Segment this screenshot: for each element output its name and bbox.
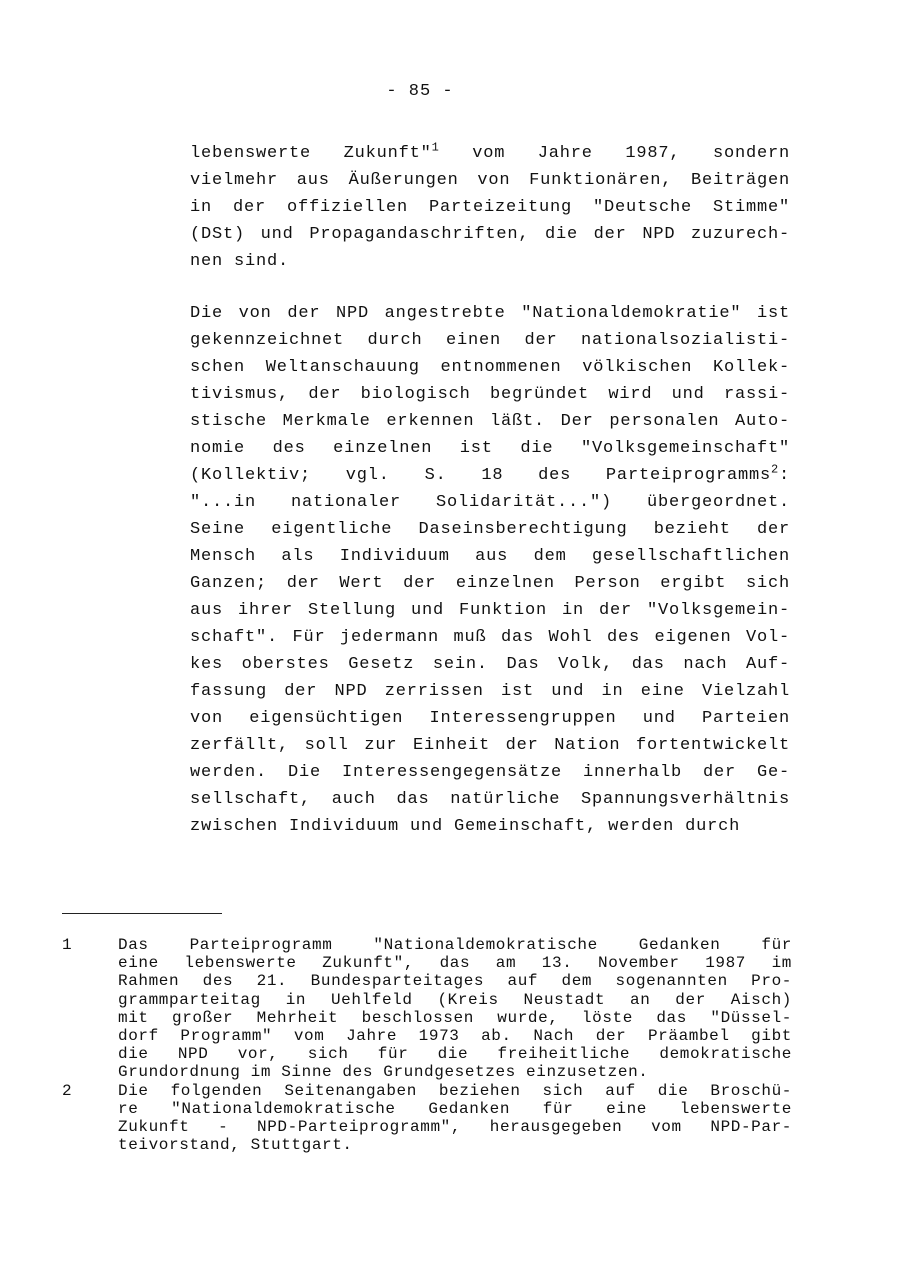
- paragraph-2-line-7: [190, 462, 790, 489]
- footnote-1-line-2: eine lebenswerte Zukunft", das am 13. November 1987 im: [118, 954, 792, 973]
- footnote-2-line-3: Zukunft - NPD-Parteiprogramm", herausgegeben vom NPD-Par-: [118, 1117, 792, 1136]
- footnote-2-line-4: teivorstand, Stuttgart.: [118, 1136, 353, 1155]
- paragraph-2-line-11: Ganzen; der Wert der einzelnen Person ergibt sich: [190, 574, 790, 593]
- paragraph-2-line-4: tivismus, der biologisch begründet wird und rassi-: [190, 385, 790, 404]
- paragraph-1-line-2: vielmehr aus Äußerungen von Funktionären, Beiträgen: [190, 171, 790, 190]
- footnote-ref-1: 1: [431, 140, 440, 155]
- footnote-1-line-6: dorf Programm" vom Jahre 1973 ab. Nach der Präambel gibt: [118, 1026, 792, 1045]
- footnote-1-line-5: mit großer Mehrheit beschlossen wurde, löste das "Düssel-: [118, 1008, 792, 1027]
- footnote-1-line-4: grammparteitag in Uehlfeld (Kreis Neustadt an der Aisch): [118, 990, 792, 1009]
- footnote-1-line-1: Das Parteiprogramm "Nationaldemokratische Gedanken für: [118, 936, 792, 954]
- paragraph-2-line-9: Seine eigentliche Daseinsberechtigung bezieht der: [190, 520, 790, 539]
- footnote-1: [62, 936, 792, 1082]
- footnote-2-line-2: re "Nationaldemokratische Gedanken für eine lebenswerte: [118, 1099, 792, 1118]
- paragraph-2-line-5: stische Merkmale erkennen läßt. Der personalen Auto-: [190, 412, 790, 431]
- paragraph-2-line-3: schen Weltanschauung entnommenen völkischen Kollek-: [190, 358, 790, 377]
- paragraph-2-line-2: gekennzeichnet durch einen der nationalsozialisti-: [190, 331, 790, 350]
- footnote-2-line-1: Die folgenden Seitenangaben beziehen sich auf die Broschü-: [118, 1081, 792, 1100]
- paragraph-1-line-4: (DSt) und Propagandaschriften, die der NPD zuzurech-: [190, 225, 790, 244]
- footnote-1-line-8: Grundordnung im Sinne des Grundgesetzes einzusetzen.: [118, 1063, 649, 1082]
- paragraph-2-line-17: zerfällt, soll zur Einheit der Nation fortentwickelt: [190, 736, 790, 755]
- paragraph-2-line-16: von eigensüchtigen Interessengruppen und Parteien: [190, 709, 790, 728]
- paragraph-2-line-20: zwischen Individuum und Gemeinschaft, werden durch: [190, 817, 741, 836]
- paragraph-2-line-8: "...in nationaler Solidarität...") übergeordnet.: [190, 493, 790, 512]
- page-number: - 85 -: [386, 82, 454, 101]
- footnote-1-line-7: die NPD vor, sich für die freiheitliche demokratische: [118, 1045, 792, 1064]
- footnote-1-number: 1: [62, 936, 73, 954]
- paragraph-1-line-1-start: lebenswerte Zukunft": [190, 144, 432, 163]
- paragraph-2-line-1: Die von der NPD angestrebte "Nationaldemokratie" ist: [190, 304, 790, 323]
- footnote-1-text: [118, 936, 792, 1082]
- footnote-separator: [62, 913, 222, 914]
- paragraph-1-line-3: in der offiziellen Parteizeitung "Deutsche Stimme": [190, 198, 790, 217]
- paragraph-2-line-15: fassung der NPD zerrissen ist und in eine Vielzahl: [190, 682, 790, 701]
- paragraph-2-line-14: kes oberstes Gesetz sein. Das Volk, das nach Auf-: [190, 655, 790, 674]
- paragraph-1-line-1: [190, 140, 790, 167]
- footnote-1-line-3: Rahmen des 21. Bundesparteitages auf dem sogenannten Pro-: [118, 972, 792, 991]
- paragraph-1-line-5: nen sind.: [190, 252, 290, 271]
- footnote-2: [62, 1082, 792, 1155]
- paragraph-2-line-7-end: :: [778, 466, 790, 485]
- paragraph-1: [190, 140, 790, 275]
- paragraph-1-line-1-rest: vom Jahre 1987, sondern: [472, 144, 790, 163]
- footnote-2-number: 2: [62, 1081, 73, 1100]
- paragraph-2-line-6: nomie des einzelnen ist die "Volksgemeinschaft": [190, 439, 790, 458]
- paragraph-2-line-19: sellschaft, auch das natürliche Spannungsverhältnis: [190, 790, 790, 809]
- paragraph-2-line-13: schaft". Für jedermann muß das Wohl des eigenen Vol-: [190, 628, 790, 647]
- paragraph-2-line-12: aus ihrer Stellung und Funktion in der "Volksgemein-: [190, 601, 790, 620]
- paragraph-2-line-7-text: (Kollektiv; vgl. S. 18 des Parteiprogramms: [190, 466, 771, 485]
- footnote-2-text: [118, 1082, 792, 1155]
- paragraph-2: [190, 300, 790, 840]
- paragraph-2-line-10: Mensch als Individuum aus dem gesellschaftlichen: [190, 547, 790, 566]
- footnotes: [62, 936, 792, 1154]
- footnote-ref-2: 2: [770, 462, 779, 477]
- paragraph-2-line-18: werden. Die Interessengegensätze innerhalb der Ge-: [190, 763, 790, 782]
